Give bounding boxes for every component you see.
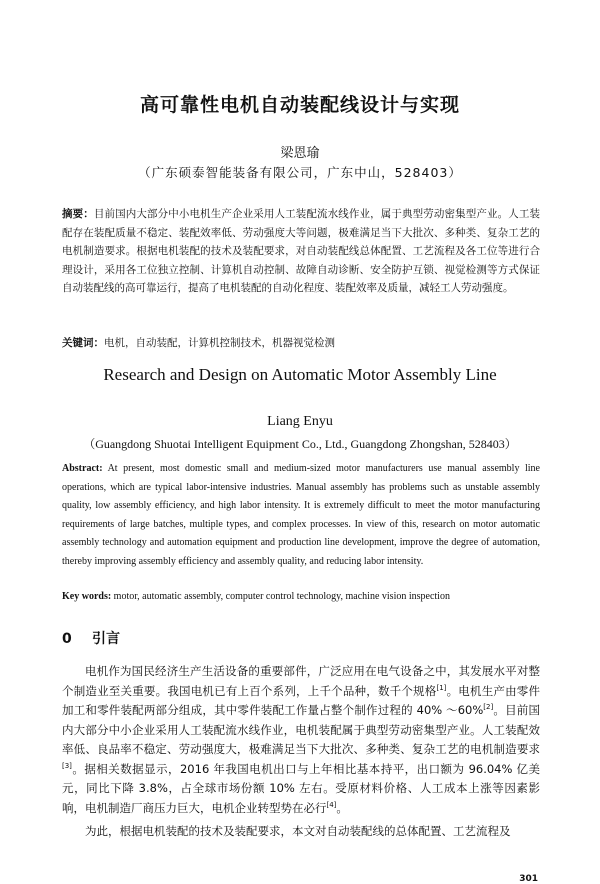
- english-title: Research and Design on Automatic Motor Assembly Line: [103, 365, 497, 384]
- paragraph-1-part-c: 。目前国内大部分中小企业采用人工装配流水线作业，电机装配属于典型劳动密集型产业。人工装配效率低、良品率不稳定、劳动强度大，极难满足当下大批次、多种类、复杂工艺的电机制造要求: [62, 703, 540, 756]
- chinese-affiliation: （广东硕泰智能装备有限公司，广东中山，528403）: [138, 165, 462, 180]
- citation-4: [4]: [326, 800, 337, 809]
- english-abstract-text: At present, most domestic small and medium-sized motor manufacturers use manual assembly line operations, which are typical labor-intensive industries. Manual assembly has problems such as unstable assembly quality, low assembly efficiency, and high labor intensity. It is extremely difficult to meet the motor manufacturing requirements of large batches, multiple types, and complex processes. In view of this, research on motor automatic assembly technology and automation equipment and production line development, improve the degree of automation, thereby improving assembly efficiency and assembly quality, and reducing labor intensity.: [62, 463, 540, 567]
- page-number: 301: [519, 874, 538, 884]
- chinese-title: 高可靠性电机自动装配线设计与实现: [139, 94, 460, 116]
- paragraph-1-part-a: 电机作为国民经济生产生活设备的重要部件，广泛应用在电气设备之中，其发展水平对整个制造业至关重要。我国电机已有上百个系列，上千个品种，数千个规格: [62, 664, 540, 698]
- body-text: [62, 662, 540, 842]
- paragraph-1-part-b: 。电机生产由零件加工和零件装配两部分组成，其中零件装配工作量占整个制作过程的 40% ～60%: [62, 683, 541, 717]
- section-title: 引言: [92, 631, 120, 647]
- paragraph-1-part-e: 。: [336, 800, 348, 815]
- citation-3: [3]: [62, 761, 72, 770]
- paragraph-1: [62, 662, 540, 818]
- chinese-keywords-text: 电机，自动装配，计算机控制技术，机器视觉检测: [104, 337, 335, 349]
- english-author: Liang Enyu: [267, 414, 333, 429]
- citation-1: [1]: [436, 683, 447, 692]
- english-abstract: [62, 460, 540, 572]
- chinese-abstract-text: 目前国内大部分中小电机生产企业采用人工装配流水线作业，属于典型劳动密集型产业。人工装配存在装配质量不稳定、装配效率低、劳动强度大等问题，极难满足当下大批次、多种类、复杂工艺的电机制造要求。根据电机装配的技术及装配要求，对自动装配线总体配置、工艺流程及各工位等进行合理设计，采用各工位独立控制、计算机自动控制、故障自动诊断、安全防护互锁、视觉检测等方式保证自动装配线的高可靠运行，提高了电机装配的自动化程度、装配效率及质量，减轻工人劳动强度。: [62, 208, 540, 295]
- english-affiliation: （Guangdong Shuotai Intelligent Equipment Co., Ltd., Guangdong Zhongshan, 528403）: [83, 437, 517, 451]
- english-keywords-label: Key words:: [62, 591, 112, 602]
- chinese-abstract: [62, 205, 540, 298]
- section-heading: [62, 628, 120, 648]
- chinese-keywords: [62, 335, 540, 350]
- section-number: 0: [62, 631, 72, 647]
- citation-2: [2]: [483, 703, 494, 712]
- english-keywords-text: motor, automatic assembly, computer control technology, machine vision inspection: [113, 591, 450, 602]
- english-keywords: [62, 591, 540, 602]
- paragraph-1-part-d: 。据相关数据显示，2016 年我国电机出口与上年相比基本持平，出口额为 96.04% 亿美元，同比下降 3.8%，占全球市场份额 10% 左右。受原材料价格、人工成本上涨等因素影响，电机制造厂商压力巨大，电机企业转型势在必行: [62, 761, 540, 815]
- chinese-author: 梁恩瑜: [280, 146, 320, 161]
- english-abstract-label: Abstract:: [62, 463, 103, 474]
- paragraph-2: 为此，根据电机装配的技术及装配要求，本文对自动装配线的总体配置、工艺流程及: [85, 824, 511, 838]
- chinese-keywords-label: 关键词：: [62, 337, 104, 349]
- chinese-abstract-label: 摘要：: [62, 208, 94, 220]
